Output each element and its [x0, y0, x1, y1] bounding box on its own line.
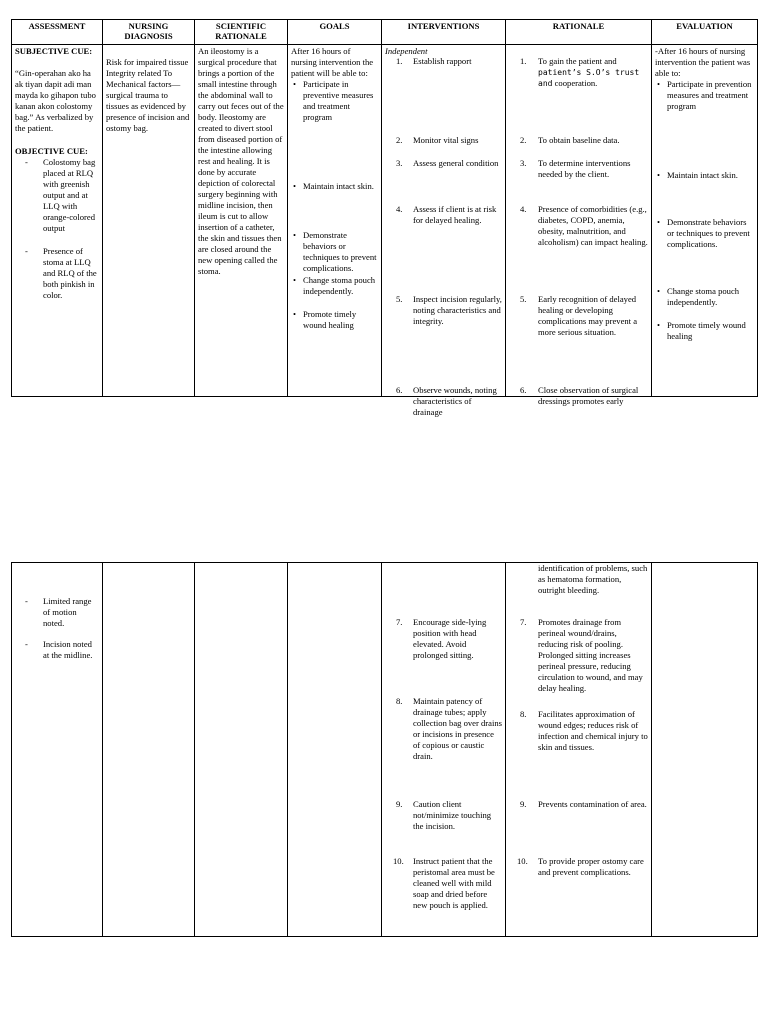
subjective-title: SUBJECTIVE CUE: [15, 45, 93, 56]
intervention-item: 2. Monitor vital signs [396, 134, 479, 145]
intervention-item: 3. Assess general condition [396, 157, 499, 168]
care-plan-page-1 [11, 19, 757, 417]
list-item: • Change stoma pouch independently. [291, 275, 378, 297]
content-row [12, 563, 758, 937]
diagnosis-text: Risk for impaired tissue Integrity related To Mechanical factors—surgical trauma to tissues as evidenced by presence of incision and ostomy bag. [106, 56, 190, 133]
interventions-cell [382, 563, 506, 937]
header-interventions: INTERVENTIONS [382, 20, 506, 45]
rationale-item: 2. To obtain baseline data. [520, 134, 620, 145]
care-plan-table-continued [11, 562, 758, 937]
rationale-item: 4. Presence of comorbidities (e.g., diabetes, COPD, anemia, obesity, malnutrition, and alcoholism) can impact healing. [520, 203, 648, 247]
goals-cell [288, 44, 382, 396]
rationale-item: 1. To gain the patient and patient’s S.O’s trust and cooperation. [520, 55, 640, 88]
list-item: • Promote timely wound healing [655, 320, 754, 342]
list-item: - Limited range of motion noted. [25, 596, 99, 629]
diagnosis-cell [103, 44, 195, 396]
care-plan-table [11, 19, 758, 417]
assessment-cell [12, 44, 103, 396]
rationale-item: 7. Promotes drainage from perineal wound/drains, reducing risk of pooling. Prolonged sitting increases perineal pressure, reducing circulation to wound, and may delay healing. [520, 617, 643, 693]
independent-label: Independent [385, 45, 428, 56]
evaluation-list [655, 79, 754, 112]
intervention-item: 7. Encourage side-lying position with head elevated. Avoid prolonged sitting. [396, 617, 487, 660]
diagnosis-cell [103, 563, 195, 937]
verbalized-note: As verbalized by the patient. [15, 111, 94, 133]
intervention-item: 1. Establish rapport [396, 55, 472, 66]
rationale-continuation: identification of problems, such as hematoma formation, outright bleeding. [538, 563, 648, 595]
rationale-item: 8. Facilitates approximation of wound edges; reduces risk of infection and chemical injury to skin and tissues. [520, 709, 648, 752]
list-item: - Presence of stoma at LLQ and RLQ of the both pinkish in color. [25, 246, 99, 301]
header-goals: GOALS [288, 20, 382, 45]
list-item: • Participate in preventive measures and treatment program [291, 79, 378, 123]
objective-list [15, 596, 99, 661]
list-item: • Maintain intact skin. [291, 181, 378, 192]
list-item: • Change stoma pouch independently. [655, 286, 754, 308]
header-rationale: RATIONALE [506, 20, 652, 45]
list-item: - Incision noted at the midline. [25, 639, 99, 661]
intervention-item: 5. Inspect incision regularly, noting characteristics and integrity. [396, 293, 502, 326]
rationale-cell [506, 563, 652, 937]
list-item: • Demonstrate behaviors or techniques to prevent complications. [291, 230, 378, 274]
scientific-cell [195, 44, 288, 396]
list-item: - Colostomy bag placed at RLQ with greenish output and at LLQ with orange-colored output [25, 157, 99, 234]
objective-list [15, 157, 99, 301]
assessment-cell [12, 563, 103, 937]
header-scientific: SCIENTIFIC RATIONALE [195, 20, 288, 45]
intervention-item: 9. Caution client not/minimize touching the incision. [396, 799, 492, 831]
list-item: • Participate in prevention measures and treatment program [655, 79, 754, 112]
header-evaluation: EVALUATION [652, 20, 758, 45]
list-item: • Maintain intact skin. [655, 170, 754, 181]
header-assessment: ASSESSMENT [12, 20, 103, 45]
rationale-item: 10. To provide proper ostomy care and prevent complications. [517, 856, 644, 877]
evaluation-cell [652, 44, 758, 396]
intervention-item: 4. Assess if client is at risk for delayed healing. [396, 203, 497, 225]
header-row [12, 20, 758, 45]
objective-title: OBJECTIVE CUE: [15, 145, 88, 156]
intervention-item: 6. Observe wounds, noting characteristics of drainage [396, 384, 497, 417]
rationale-item: 6. Close observation of surgical dressings promotes early [520, 384, 639, 406]
goals-list [291, 79, 378, 123]
interventions-cell [382, 44, 506, 417]
rationale-item: 9. Prevents contamination of area. [520, 799, 647, 809]
scientific-text: An ileostomy is a surgical procedure that brings a portion of the small intestine through the abdominal wall to carry out feces out of the body. Ileostomy are created to divert stool from diseased portion of the intestine allowing rest and healing. It is done by accurate depiction of colorectal surgery beginning with midline incision, then ileum is cut to allow insertion of a catheter, the skin and tissues then are closed around the new opening called the stoma. [198, 45, 284, 276]
goals-intro: After 16 hours of nursing intervention the patient will be able to: [291, 45, 374, 78]
subjective-quote: “Gin-operahan ako ha ak tiyan dapit adi man mayda ko gihapon tubo kanan akon colostomy bag.” As verbalized by the patient. [15, 67, 96, 133]
header-diagnosis: NURSING DIAGNOSIS [103, 20, 195, 45]
evaluation-cell [652, 563, 758, 937]
rationale-cell [506, 44, 652, 406]
scientific-cell [195, 563, 288, 937]
list-item: • Demonstrate behaviors or techniques to prevent complications. [655, 217, 754, 250]
care-plan-page-2 [11, 562, 757, 937]
rationale-item: 3. To determine interventions needed by the client. [520, 157, 631, 179]
rationale-item: 5. Early recognition of delayed healing or developing complications may prevent a more serious situation. [520, 293, 638, 337]
intervention-item: 10. Instruct patient that the peristomal area must be cleaned well with mild soap and dried before new pouch is applied. [393, 856, 495, 910]
evaluation-intro: -After 16 hours of nursing intervention the patient was able to: [655, 45, 751, 78]
list-item: • Promote timely wound healing [291, 309, 378, 331]
goals-cell [288, 563, 382, 937]
content-row [12, 44, 758, 396]
intervention-item: 8. Maintain patency of drainage tubes; apply collection bag over drains or incisions in presence of copious or caustic drain. [396, 696, 503, 761]
